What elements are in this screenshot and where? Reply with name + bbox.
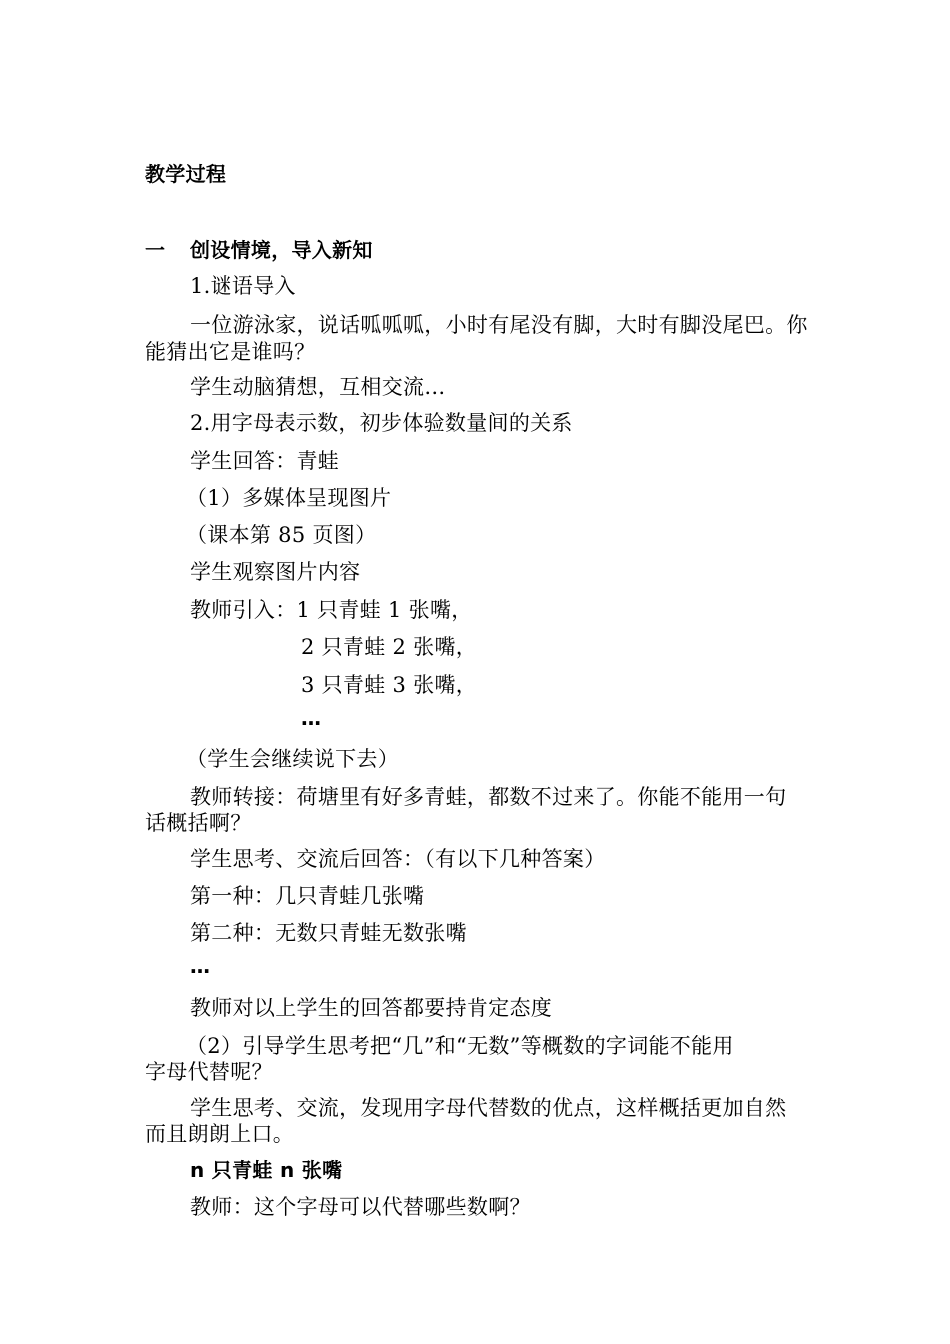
students-answer: 学生回答：青蛙: [190, 449, 340, 473]
riddle-text-line-2: 能猜出它是谁吗？: [145, 340, 316, 364]
answer-1: 第一种：几只青蛙几张嘴: [190, 884, 425, 908]
discover-line-2: 而且朗朗上口。: [145, 1122, 295, 1146]
section-number: 一: [145, 238, 165, 262]
students-think: 学生思考、交流后回答：（有以下几种答案）: [190, 847, 606, 871]
media-show: （1）多媒体呈现图片: [186, 486, 392, 510]
section-title: 创设情境，导入新知: [190, 238, 373, 262]
teacher-turn-line-1: 教师转接：荷塘里有好多青蛙，都数不过来了。你能不能用一句: [190, 785, 787, 809]
continue-line: （学生会继续说下去）: [186, 747, 399, 771]
guide-line-1: （2）引导学生思考把“几”和“无数”等概数的字词能不能用: [186, 1034, 734, 1058]
answer-2: 第二种：无数只青蛙无数张嘴: [190, 921, 467, 945]
ellipsis-2: …: [190, 954, 211, 978]
teacher-intro: 教师引入：1 只青蛙 1 张嘴，: [190, 598, 473, 622]
riddle-heading: 1.谜语导入: [190, 274, 296, 298]
frog-line-2: 2 只青蛙 2 张嘴，: [301, 635, 478, 659]
textbook-ref: （课本第 85 页图）: [186, 523, 377, 547]
ellipsis-1: …: [301, 706, 322, 730]
discover-line-1: 学生思考、交流，发现用字母代替数的优点，这样概括更加自然: [190, 1096, 787, 1120]
teacher-question: 教师：这个字母可以代替哪些数啊？: [190, 1195, 531, 1219]
item2-heading: 2.用字母表示数，初步体验数量间的关系: [190, 411, 573, 435]
riddle-text-line-1: 一位游泳家，说话呱呱呱，小时有尾没有脚，大时有脚没尾巴。你: [190, 313, 808, 337]
frog-line-3: 3 只青蛙 3 张嘴，: [301, 673, 478, 697]
guide-line-2: 字母代替呢？: [145, 1060, 273, 1084]
students-guess: 学生动脑猜想，互相交流…: [190, 375, 446, 399]
teacher-affirm: 教师对以上学生的回答都要持肯定态度: [190, 996, 553, 1020]
teacher-turn-line-2: 话概括啊？: [145, 811, 252, 835]
page-title: 教学过程: [145, 162, 227, 186]
observe-line: 学生观察图片内容: [190, 560, 361, 584]
formula-line: n 只青蛙 n 张嘴: [190, 1158, 343, 1182]
